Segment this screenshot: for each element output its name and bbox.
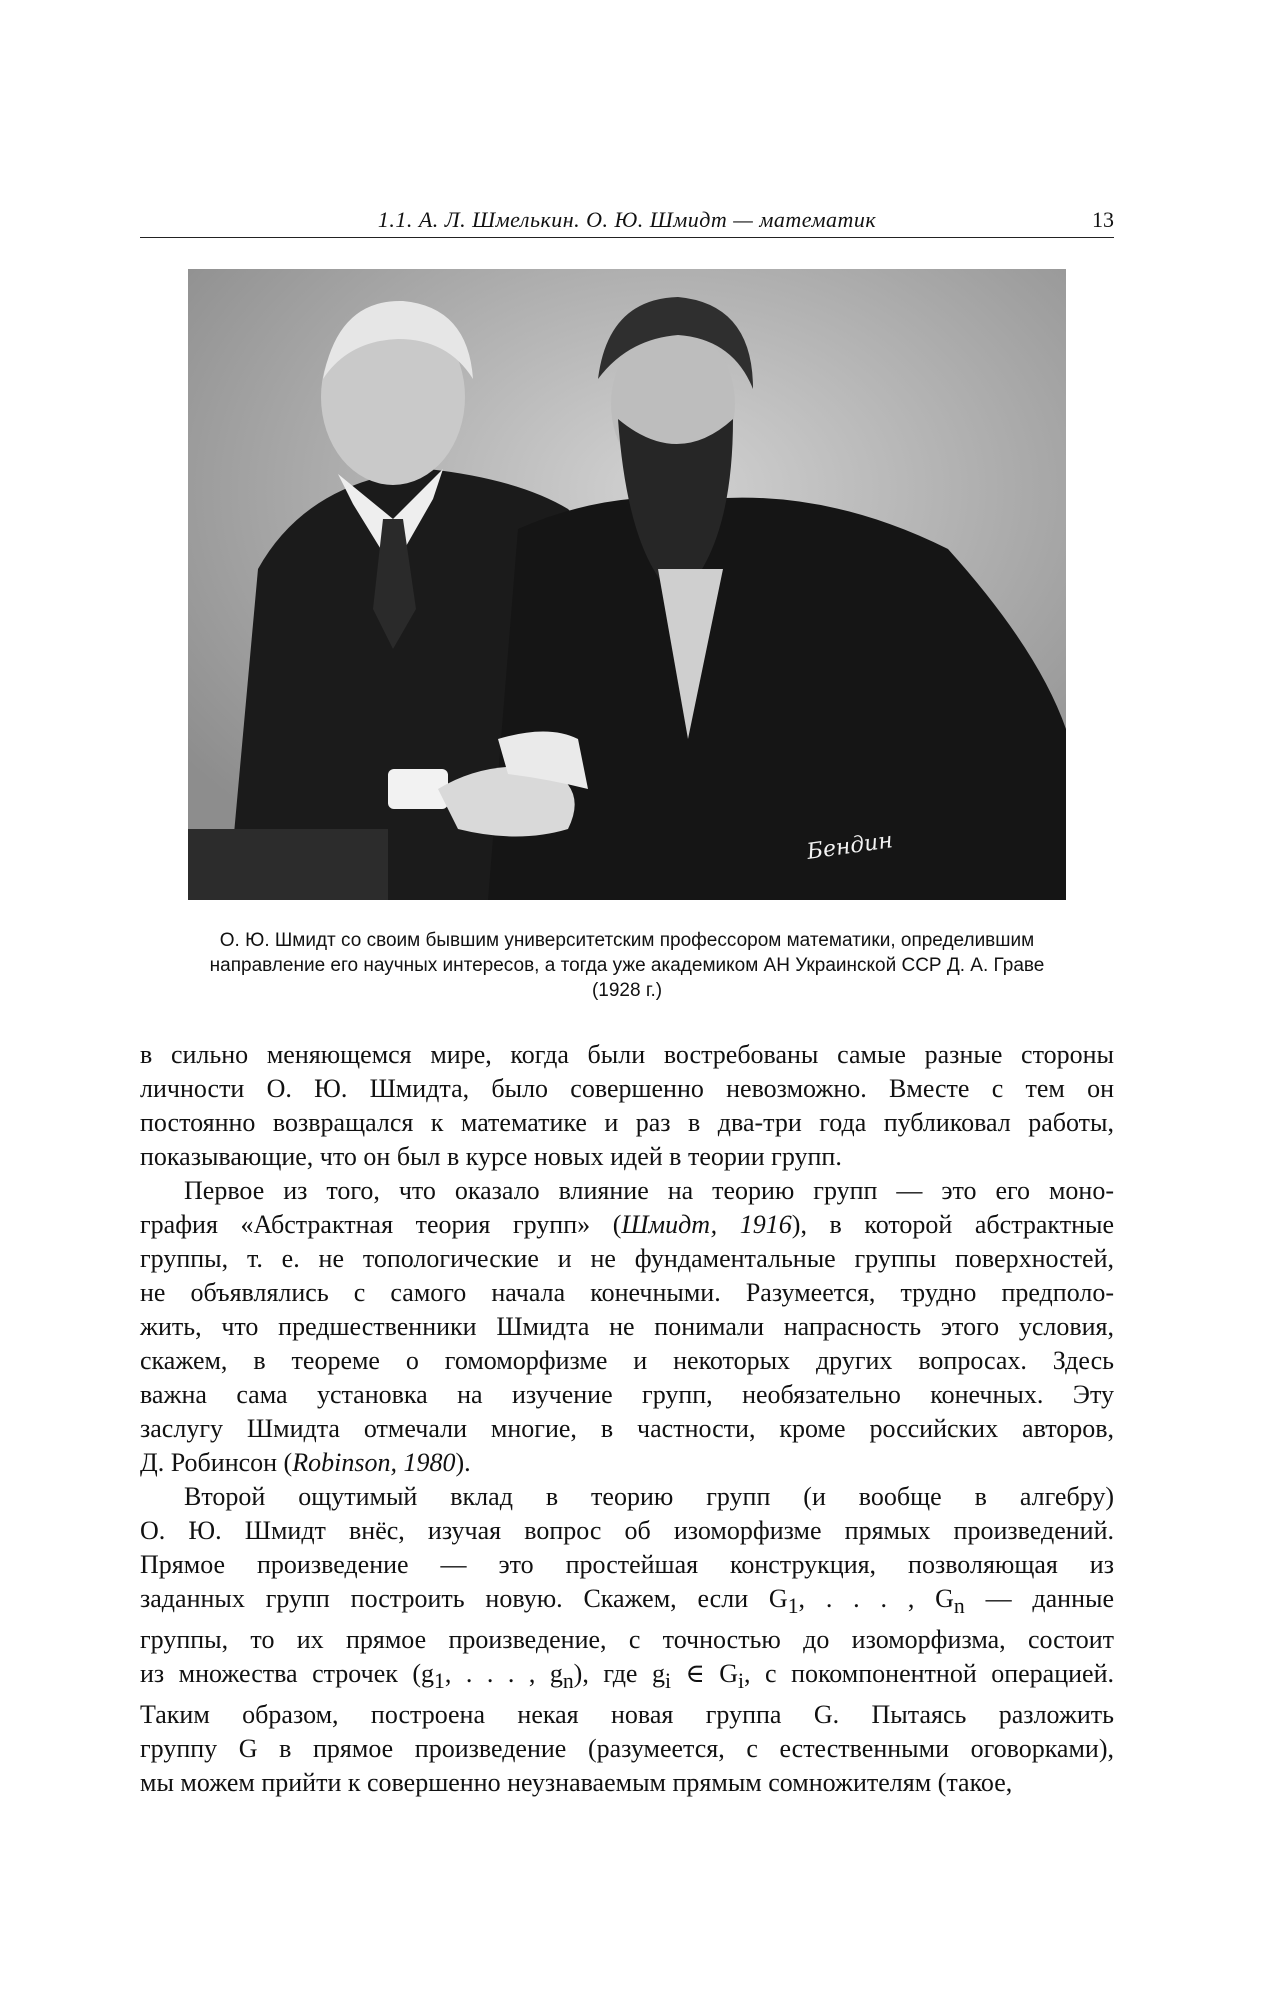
caption-line: направление его научных интересов, а тогда уже академиком АН Украинской ССР Д. А. Граве [209, 955, 1045, 976]
text-line: из множества строчек ($g_1$, . . . , $g_n$), где $g_i$ ∈ $G_i$, с покомпонентной операцией. [140, 1659, 1115, 1694]
text-line: Второй ощутимый вклад в теорию групп (и вообще в алгебру) [184, 1482, 1114, 1511]
text-line: в сильно меняющемся мире, когда были востребованы самые разные стороны [140, 1040, 1114, 1069]
text-line: группы, то их прямое произведение, с точностью до изоморфизма, состоит [140, 1625, 1114, 1655]
figure-caption [140, 928, 1114, 1003]
text-line: графия «Абстрактная теория групп» (Шмидт, 1916), в которой абстрактные [140, 1210, 1114, 1239]
running-head [140, 205, 1114, 238]
caption-line: О. Ю. Шмидт со своим бывшим университетским профессором математики, определившим [219, 930, 1035, 951]
portrait-photo [188, 269, 1066, 900]
citation: Шмидт, 1916 [621, 1210, 792, 1239]
text-line: важна сама установка на изучение групп, необязательно конечных. Эту [140, 1380, 1114, 1409]
text-line: Таким образом, построена некая новая группа G. Пытаясь разложить [140, 1700, 1114, 1730]
text-line: личности О. Ю. Шмидта, было совершенно невозможно. Вместе с тем он [140, 1074, 1114, 1103]
text-line: постоянно возвращался к математике и раз в два-три года публиковал работы, [140, 1108, 1114, 1137]
text-line: заданных групп построить новую. Скажем, если $G_1$, . . . , $G_n$ — данные [140, 1584, 1114, 1619]
photographer-signature: Бендин [805, 828, 895, 865]
page-number: 13 [1092, 207, 1114, 232]
text-line: не объявлялись с самого начала конечными. Разумеется, трудно предполо- [140, 1278, 1114, 1307]
text-line: заслугу Шмидта отмечали многие, в частности, кроме российских авторов, [140, 1414, 1114, 1443]
citation: Robinson, 1980 [292, 1448, 456, 1477]
caption-line: (1928 г.) [591, 980, 663, 1001]
text-line: показывающие, что он был в курсе новых идей в теории групп. [140, 1142, 842, 1171]
text-line: скажем, в теореме о гомоморфизме и некоторых других вопросах. Здесь [140, 1346, 1114, 1375]
text-line: мы можем прийти к совершенно неузнаваемым прямым сомножителям (такое, [140, 1768, 1013, 1798]
text-line: Первое из того, что оказало влияние на теорию групп — это его моно- [184, 1176, 1114, 1205]
text-line: О. Ю. Шмидт внёс, изучая вопрос об изоморфизме прямых произведений. [140, 1516, 1114, 1545]
text-line: Прямое произведение — это простейшая конструкция, позволяющая из [140, 1550, 1114, 1579]
text-line: Д. Робинсон (Robinson, 1980). [140, 1448, 471, 1477]
text-line: группы, т. е. не топологические и не фундаментальные группы поверхностей, [140, 1244, 1114, 1273]
text-line: жить, что предшественники Шмидта не понимали напрасность этого условия, [140, 1312, 1114, 1341]
body-text [140, 1038, 1114, 1800]
text-line: группу G в прямое произведение (разумеется, с естественными оговорками), [140, 1734, 1114, 1764]
running-title: 1.1. А. Л. Шмелькин. О. Ю. Шмидт — математик [377, 207, 877, 232]
